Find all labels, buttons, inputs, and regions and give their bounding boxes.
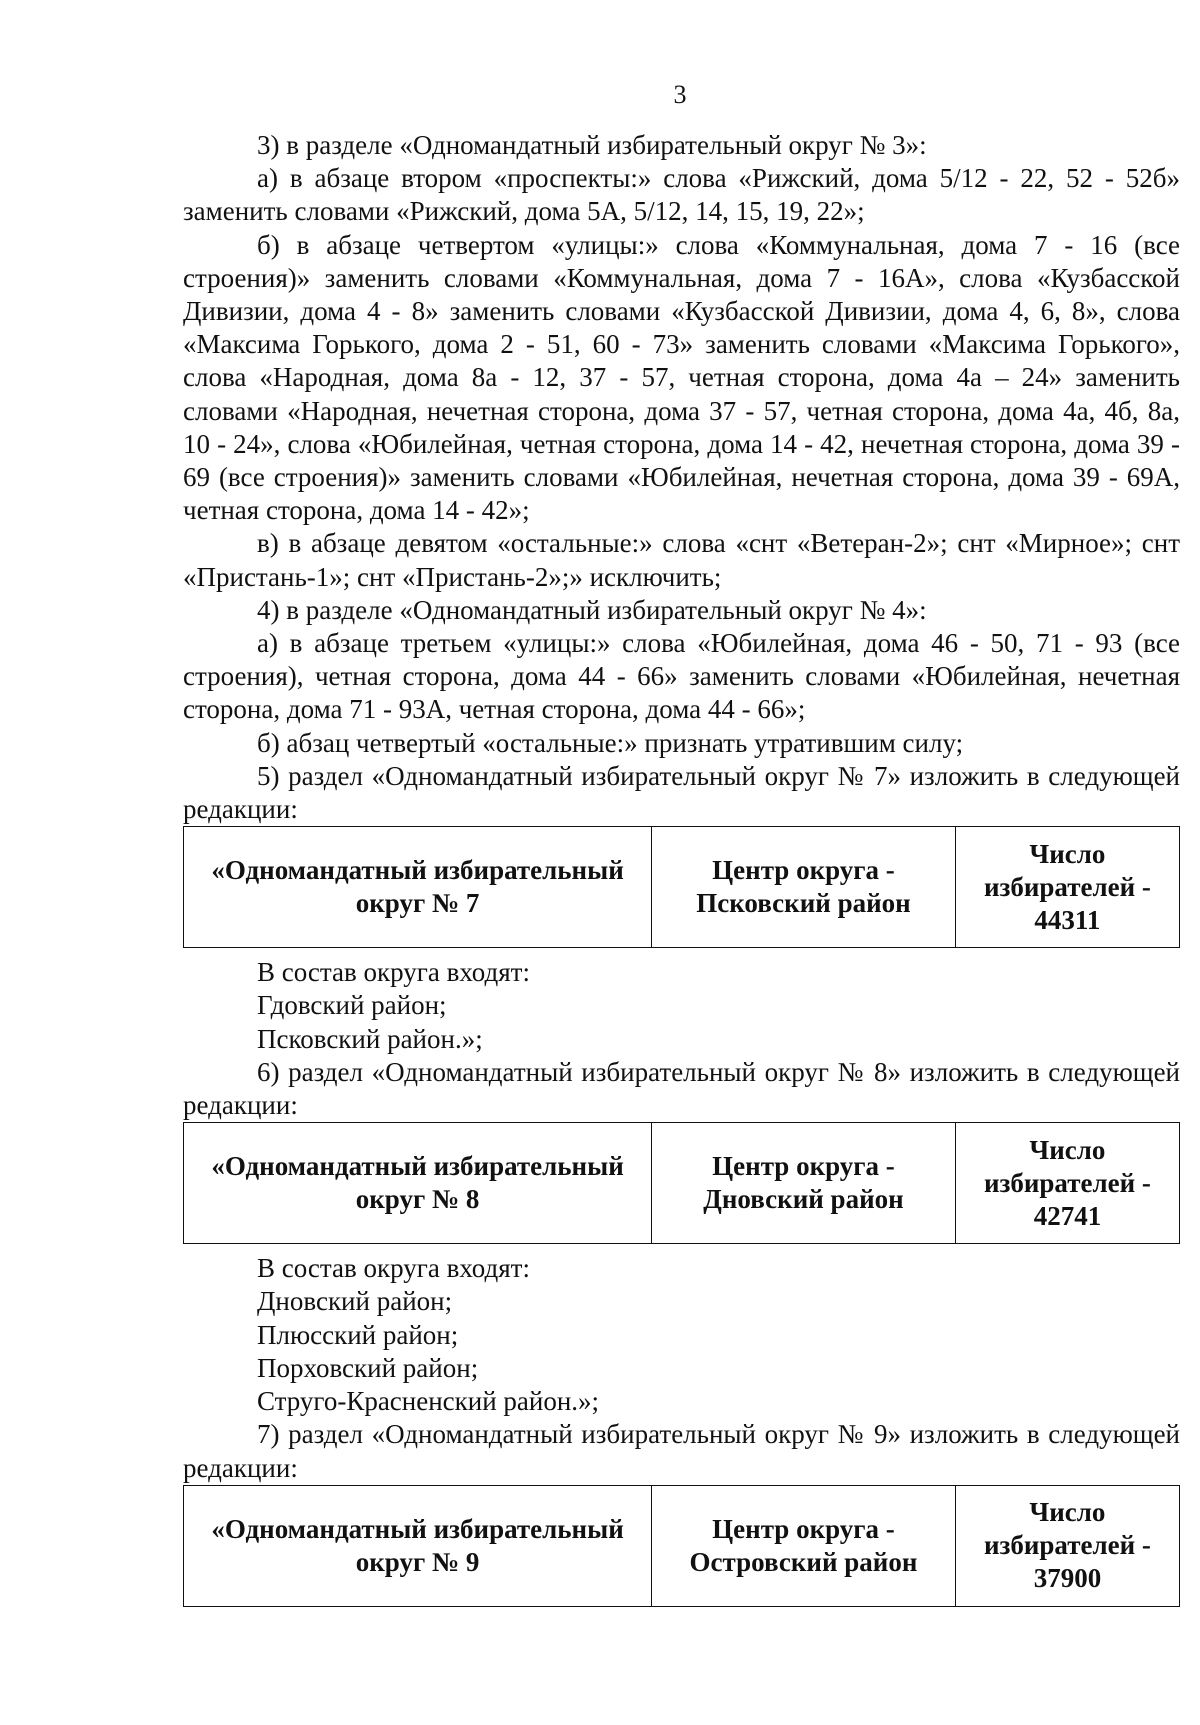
okrug-8-name-cell	[184, 1123, 652, 1244]
okrug-7-district: Гдовский район;	[257, 990, 447, 1021]
section4-item-b: б) абзац четвертый «остальные:» признать утратившим силу;	[257, 727, 964, 758]
okrug-8-voters-count: 42741	[1033, 1200, 1102, 1231]
okrug-7-name-line2: округ № 7	[355, 888, 480, 919]
okrug-7-center-line1: Центр округа -	[712, 855, 895, 886]
okrug-9-voters-count: 37900	[1033, 1563, 1102, 1594]
okrug-9-name-line1: «Одномандатный избирательный	[211, 1513, 624, 1544]
okrug-8-district: Дновский район;	[257, 1286, 453, 1317]
okrug-7-voters-line1: Число	[1029, 838, 1106, 869]
okrug-7-voters-count: 44311	[1034, 904, 1101, 935]
okrug-7-voters-line2: избирателей -	[983, 871, 1151, 902]
okrug-8-center-line2: Дновский район	[703, 1184, 904, 1215]
okrug-7-name-line1: «Одномандатный избирательный	[211, 855, 624, 886]
section6-heading: 6) раздел «Одномандатный избирательный округ № 8» изложить в следующей редакции:	[183, 1056, 1180, 1121]
okrug-8-composition-title: В состав округа входят:	[257, 1253, 530, 1284]
document-body	[183, 129, 1180, 1615]
okrug-8-center-line1: Центр округа -	[712, 1151, 895, 1182]
okrug-9-table	[183, 1485, 1180, 1607]
okrug-8-voters-line2: избирателей -	[983, 1167, 1151, 1198]
section4-item-a: а) в абзаце третьем «улицы:» слова «Юбилейная, дома 46 - 50, 71 - 93 (все строения), четная сторона, дома 44 - 66» заменить словами «Юбилейная, нечетная сторона, дома 71 - 93А, четная сторона, дома 44 - 66»;	[183, 628, 1180, 725]
okrug-9-center-line2: Островский район	[689, 1546, 918, 1577]
okrug-7-table	[183, 826, 1180, 948]
okrug-8-voters-cell	[955, 1123, 1179, 1244]
okrug-9-voters-line1: Число	[1029, 1497, 1106, 1528]
okrug-8-name-line2: округ № 8	[355, 1184, 480, 1215]
okrug-8-district: Порховский район;	[257, 1352, 479, 1383]
okrug-7-composition-title: В состав округа входят:	[257, 957, 530, 988]
okrug-9-center-line1: Центр округа -	[712, 1513, 895, 1544]
section5-heading: 5) раздел «Одномандатный избирательный округ № 7» изложить в следующей редакции:	[183, 760, 1180, 825]
okrug-8-district: Плюсский район;	[257, 1319, 459, 1350]
okrug-7-center-line2: Псковский район	[696, 888, 911, 919]
okrug-9-voters-line2: избирателей -	[983, 1530, 1151, 1561]
okrug-7-district: Псковский район.»;	[257, 1023, 483, 1054]
okrug-8-district: Струго-Красненский район.»;	[257, 1386, 600, 1417]
okrug-8-voters-line1: Число	[1029, 1134, 1106, 1165]
section3-item-b: б) в абзаце четвертом «улицы:» слова «Коммунальная, дома 7 - 16 (все строения)» заменить словами «Коммунальная, дома 7 - 16А», слова «Кузбасской Дивизии, дома 4 - 8» заменить словами «Кузбасской Дивизии, дома 4, 6, 8», слова «Максима Горького, дома 2 - 51, 60 - 73» заменить словами «Максима Горького», слова «Народная, дома 8а - 12, 37 - 57, четная сторона, дома 4а – 24» заменить словами «Народная, нечетная сторона, дома 37 - 57, четная сторона, дома 4а, 4б, 8а, 10 - 24», слова «Юбилейная, четная сторона, дома 14 - 42, нечетная сторона, дома 39 - 69 (все строения)» заменить словами «Юбилейная, нечетная сторона, дома 39 - 69А, четная сторона, дома 14 - 42»;	[183, 229, 1180, 526]
page-number: 3	[673, 80, 687, 109]
section7-heading: 7) раздел «Одномандатный избирательный округ № 9» изложить в следующей редакции:	[183, 1419, 1180, 1483]
section3-heading: 3) в разделе «Одномандатный избирательный округ № 3»:	[257, 130, 927, 160]
section3-item-a: а) в абзаце втором «проспекты:» слова «Рижский, дома 5/12 - 22, 52 - 52б» заменить словами «Рижский, дома 5А, 5/12, 14, 15, 19, 22»;	[183, 163, 1180, 227]
okrug-7-center-cell	[652, 827, 956, 948]
section4-heading: 4) в разделе «Одномандатный избирательный округ № 4»:	[257, 594, 927, 625]
okrug-8-name-line1: «Одномандатный избирательный	[211, 1151, 624, 1182]
okrug-7-name-cell	[184, 827, 652, 948]
okrug-8-table	[183, 1122, 1180, 1244]
okrug-7-voters-cell	[955, 827, 1179, 948]
okrug-9-center-cell	[652, 1485, 956, 1606]
okrug-9-voters-cell	[955, 1485, 1179, 1606]
okrug-9-name-cell	[184, 1485, 652, 1606]
okrug-9-name-line2: округ № 9	[355, 1546, 480, 1577]
section3-item-c: в) в абзаце девятом «остальные:» слова «снт «Ветеран-2»; снт «Мирное»; снт «Пристань-1»; снт «Пристань-2»;» исключить;	[183, 528, 1180, 592]
okrug-8-center-cell	[652, 1123, 956, 1244]
